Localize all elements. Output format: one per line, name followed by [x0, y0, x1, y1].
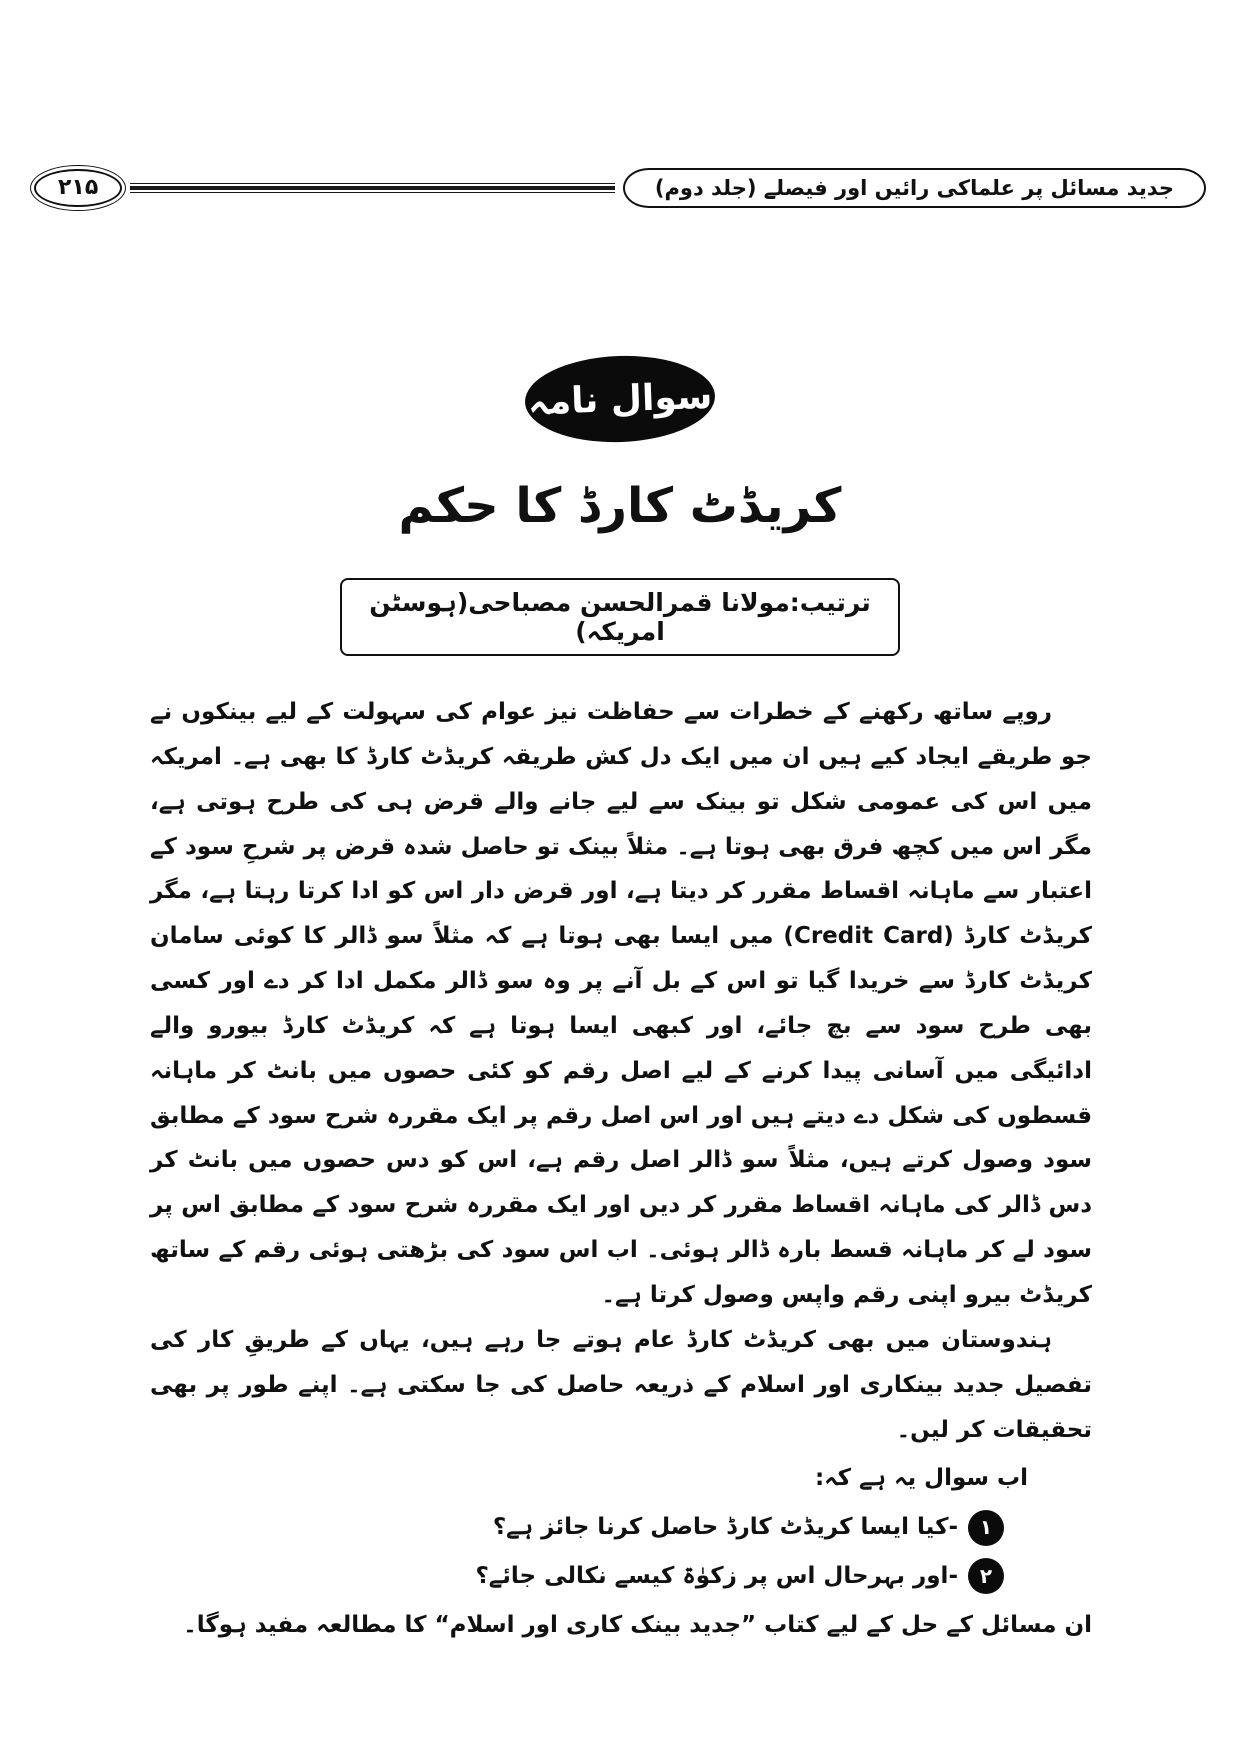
paragraph-2: ہندوستان میں بھی کریڈٹ کارڈ عام ہوتے جا رہے ہیں، یہاں کے طریقِ کار کی تفصیل جدید بینکاری اور اسلام کے ذریعہ حاصل کی جا سکتی ہے۔ اپنے طور پر بھی تحقیقات کر لیں۔ [150, 1326, 1092, 1443]
page-number: ۲۱۵ [58, 174, 99, 200]
question-text: -اور بہرحال اس پر زکوٰۃ کیسے نکالی جائے؟ [475, 1563, 958, 1590]
closing-line: ان مسائل کے حل کے لیے کتاب ”جدید بینک کاری اور اسلام“ کا مطالعہ مفید ہوگا۔ [183, 1611, 1092, 1638]
byline-box: ترتیب:مولانا قمرالحسن مصباحی(ہوسٹن امریکہ) [340, 578, 900, 656]
paragraph-1: روپے ساتھ رکھنے کے خطرات سے حفاظت نیز عوام کی سہولت کے لیے بینکوں نے جو طریقے ایجاد کیے ہیں ان میں ایک دل کش طریقہ کریڈٹ کارڈ کا بھی ہے۔ امریکہ میں اس کی عمومی شکل تو بینک سے لیے جانے والے قرض ہی کی طرح ہوتی ہے، مگر اس میں کچھ فرق بھی ہوتا ہے۔ مثلاً بینک تو حاصل شدہ قرض پر شرحِ سود کے اعتبار سے ماہانہ اقساط مقرر کر دیتا ہے، اور قرض دار اس کو ادا کرتا رہتا ہے، مگر کریڈٹ کارڈ (Credit Card) میں ایسا بھی ہوتا ہے کہ مثلاً سو ڈالر کا کوئی سامان کریڈٹ کارڈ سے خریدا گیا تو اس کے بل آنے پر وہ سو ڈالر مکمل ادا کر دے اور کسی بھی طرح سود سے بچ جائے، اور کبھی ایسا ہوتا ہے کہ کریڈٹ کارڈ بیورو والے ادائیگی میں آسانی پیدا کرنے کے لیے اصل رقم کو کئی حصوں میں بانٹ کر ماہانہ قسطوں کی شکل دے دیتے ہیں اور اس اصل رقم پر ایک مقررہ شرح سود کے مطابق سود وصول کرتے ہیں، مثلاً سو ڈالر اصل رقم ہے، اس کو دس حصوں میں بانٹ کر دس ڈالر کی ماہانہ اقساط مقرر کر دیں اور ایک مقررہ شرح سود کے مطابق اس پر سود لے کر ماہانہ قسط بارہ ڈالر ہوئی۔ اب اس سود کی بڑھتی ہوئی رقم کے ساتھ کریڈٹ بیرو اپنی رقم واپس وصول کرتا ہے۔ [150, 699, 1092, 1308]
question-text: -کیا ایسا کریڈٹ کارڈ حاصل کرنا جائز ہے؟ [492, 1514, 958, 1541]
header-rule-lines [130, 181, 615, 195]
question-item-2 [150, 1554, 1092, 1599]
page-number-lens [34, 169, 122, 208]
question-intro: اب سوال یہ ہے کہ: [814, 1465, 1028, 1492]
question-number-badge: ۲ [968, 1558, 1004, 1594]
section-badge-label: سوال نامہ [527, 375, 713, 423]
header-title: جدید مسائل پر علماکی رائیں اور فیصلے (جلد دوم) [654, 176, 1174, 200]
page-title: کریڈٹ کارڈ کا حکم [398, 478, 842, 534]
question-number-badge: ۱ [968, 1510, 1004, 1546]
question-item-1 [150, 1505, 1092, 1550]
header-title-cartouche [623, 168, 1206, 208]
page-header [0, 0, 1240, 208]
section-badge-oval [524, 353, 717, 446]
body-content [0, 656, 1240, 1648]
